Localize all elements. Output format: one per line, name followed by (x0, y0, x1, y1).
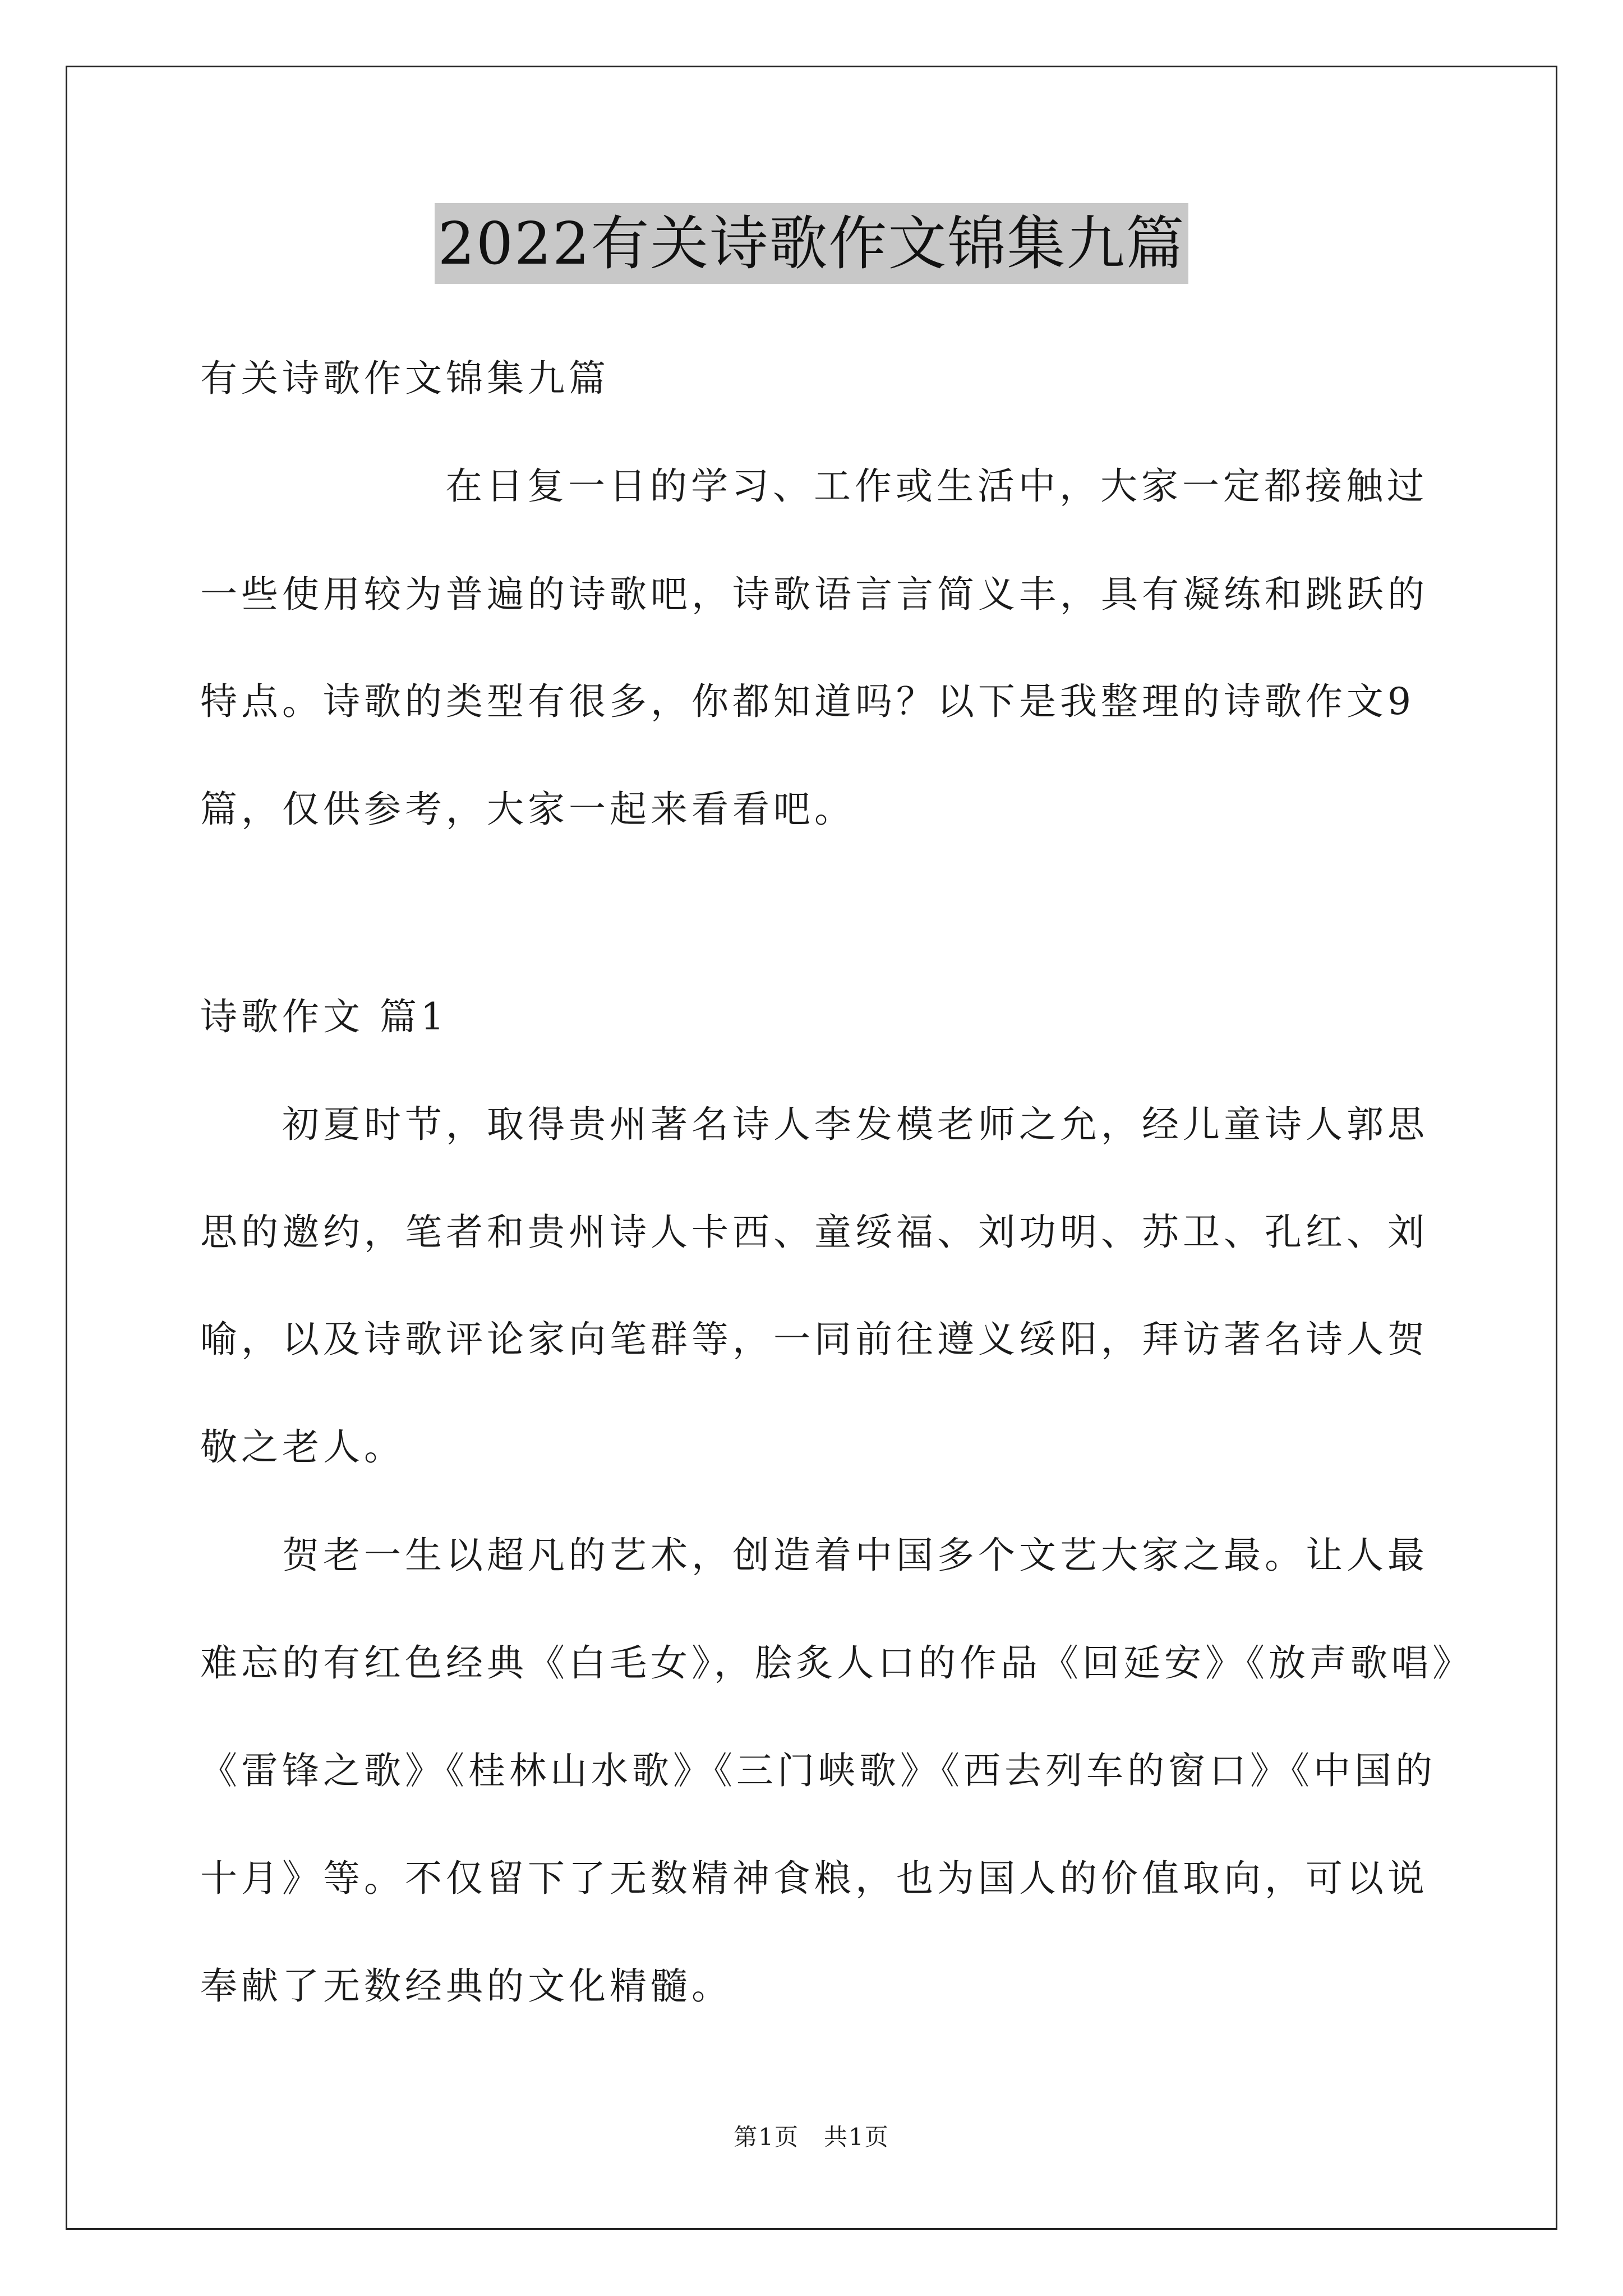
intro-line: 篇，仅供参考，大家一起来看看吧。 (200, 788, 855, 831)
document-subtitle: 有关诗歌作文锦集九篇 (200, 357, 610, 400)
paragraph-line: 《雷锋之歌》《桂林山水歌》《三门峡歌》《西去列车的窗口》《中国的 (200, 1749, 1436, 1792)
paragraph-line: 难忘的有红色经典《白毛女》，脍炙人口的作品《回延安》《放声歌唱》 (200, 1641, 1473, 1685)
paragraph-line: 初夏时节，取得贵州著名诗人李发模老师之允，经儿童诗人郭思 (282, 1103, 1428, 1146)
page-number-footer: 第1页 共1页 (734, 2123, 889, 2151)
paragraph-line: 敬之老人。 (200, 1425, 405, 1469)
section-heading: 诗歌作文 篇1 (200, 995, 448, 1038)
intro-line: 在日复一日的学习、工作或生活中，大家一定都接触过 (445, 464, 1428, 508)
intro-line: 一些使用较为普遍的诗歌吧，诗歌语言言简义丰，具有凝练和跳跃的 (200, 573, 1428, 616)
document-title: 2022有关诗歌作文锦集九篇 (435, 203, 1189, 284)
paragraph-line: 思的邀约，笔者和贵州诗人卡西、童绥福、刘功明、苏卫、孔红、刘 (200, 1211, 1428, 1254)
intro-line: 特点。诗歌的类型有很多，你都知道吗？以下是我整理的诗歌作文9 (200, 680, 1415, 723)
title-wrapper (0, 203, 1623, 284)
paragraph-line: 十月》等。不仅留下了无数精神食粮，也为国人的价值取向，可以说 (200, 1857, 1428, 1900)
paragraph-line: 贺老一生以超凡的艺术，创造着中国多个文艺大家之最。让人最 (282, 1534, 1428, 1577)
paragraph-line: 喻，以及诗歌评论家向笔群等，一同前往遵义绥阳，拜访著名诗人贺 (200, 1318, 1428, 1361)
paragraph-line: 奉献了无数经典的文化精髓。 (200, 1964, 732, 2008)
